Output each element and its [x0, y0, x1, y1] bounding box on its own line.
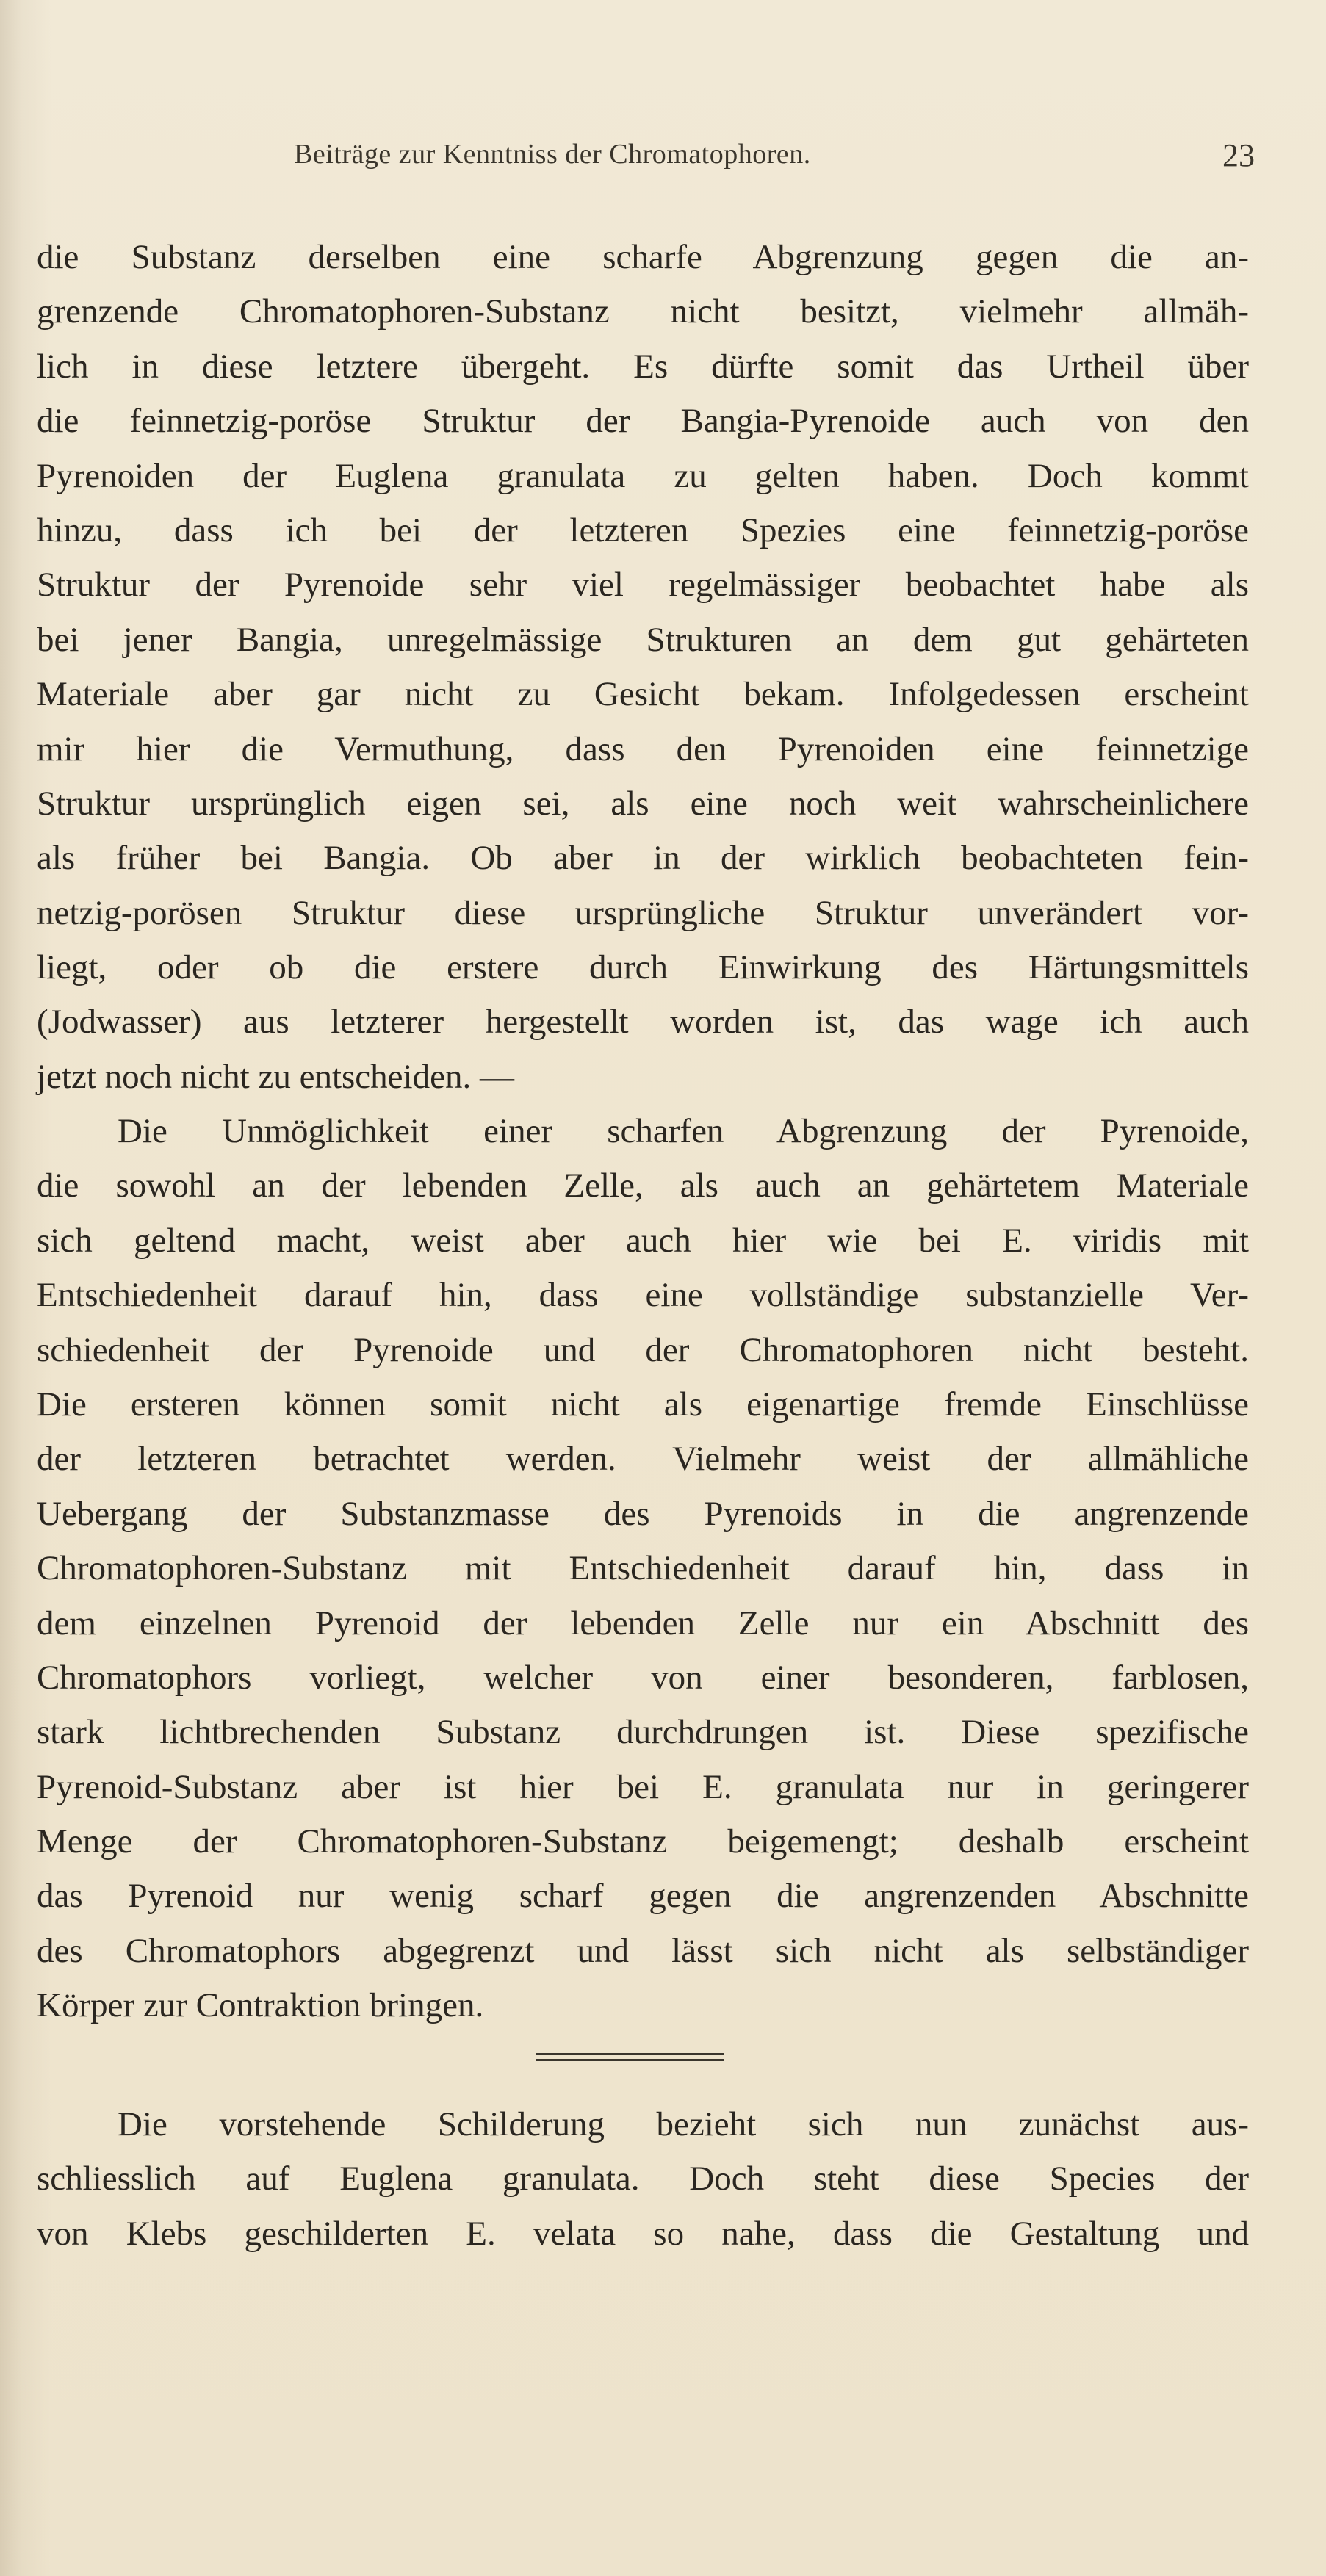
page-header: [37, 137, 1255, 182]
divider-line: [536, 2053, 724, 2055]
text-line: schiedenheit der Pyrenoide und der Chromatophoren nicht besteht.: [37, 1330, 1249, 1369]
running-title: Beiträge zur Kenntniss der Chromatophoren.: [294, 139, 811, 170]
text-line: Struktur der Pyrenoide sehr viel regelmässiger beobachtet habe als: [37, 566, 1249, 605]
paragraph-1: [37, 230, 1249, 1104]
text-line: Pyrenoiden der Euglena granulata zu gelten haben. Doch kommt: [37, 456, 1249, 495]
text-line: grenzende Chromatophoren-Substanz nicht besitzt, vielmehr allmäh-: [37, 292, 1249, 331]
text-line: (Jodwasser) aus letzterer hergestellt worden ist, das wage ich auch: [37, 1003, 1249, 1042]
text-line: Die vorstehende Schilderung bezieht sich nun zunächst aus-: [118, 2105, 1249, 2143]
text-line: Uebergang der Substanzmasse des Pyrenoids in die angrenzende: [37, 1494, 1249, 1533]
text-line: Chromatophors vorliegt, welcher von einer besonderen, farblosen,: [37, 1658, 1249, 1697]
text-line: Pyrenoid-Substanz aber ist hier bei E. granulata nur in geringerer: [37, 1767, 1249, 1806]
text-line: dem einzelnen Pyrenoid der lebenden Zelle nur ein Abschnitt des: [37, 1603, 1249, 1642]
text-line: hinzu, dass ich bei der letzteren Spezies eine feinnetzig-poröse: [37, 510, 1249, 549]
text-line: bei jener Bangia, unregelmässige Strukturen an dem gut gehärteten: [37, 620, 1249, 659]
text-line: netzig-porösen Struktur diese ursprüngliche Struktur unverändert vor-: [37, 893, 1249, 932]
text-line: lich in diese letztere übergeht. Es dürfte somit das Urtheil über: [37, 347, 1249, 386]
text-line: Struktur ursprünglich eigen sei, als eine noch weit wahrscheinlichere: [37, 784, 1249, 823]
text-line: Die ersteren können somit nicht als eigenartige fremde Einschlüsse: [37, 1385, 1249, 1424]
text-line: stark lichtbrechenden Substanz durchdrungen ist. Diese spezifische: [37, 1713, 1249, 1752]
text-line: Materiale aber gar nicht zu Gesicht bekam. Infolgedessen erscheint: [37, 675, 1249, 714]
text-line: schliesslich auf Euglena granulata. Doch steht diese Species der: [37, 2160, 1249, 2198]
text-line: die sowohl an der lebenden Zelle, als auch an gehärtetem Materiale: [37, 1166, 1249, 1205]
text-line: die feinnetzig-poröse Struktur der Bangia-Pyrenoide auch von den: [37, 402, 1249, 441]
text-line: das Pyrenoid nur wenig scharf gegen die angrenzenden Abschnitte: [37, 1877, 1249, 1916]
text-line: sich geltend macht, weist aber auch hier wie bei E. viridis mit: [37, 1221, 1249, 1260]
text-line: jetzt noch nicht zu entscheiden. —: [37, 1057, 514, 1096]
paragraph-3: [37, 2097, 1249, 2261]
text-line: des Chromatophors abgegrenzt und lässt sich nicht als selbständiger: [37, 1931, 1249, 1970]
divider-line: [536, 2059, 724, 2061]
text-line: Menge der Chromatophoren-Substanz beigemengt; deshalb erscheint: [37, 1822, 1249, 1861]
text-line: von Klebs geschilderten E. velata so nahe, dass die Gestaltung und: [37, 2214, 1249, 2253]
text-line: als früher bei Bangia. Ob aber in der wirklich beobachteten fein-: [37, 839, 1249, 878]
text-line: Die Unmöglichkeit einer scharfen Abgrenzung der Pyrenoide,: [118, 1112, 1249, 1150]
text-line: Chromatophoren-Substanz mit Entschiedenheit darauf hin, dass in: [37, 1549, 1249, 1588]
page-number: 23: [1222, 137, 1255, 173]
text-line: Entschiedenheit darauf hin, dass eine vollständige substanzielle Ver-: [37, 1276, 1249, 1315]
text-line: der letzteren betrachtet werden. Vielmehr weist der allmähliche: [37, 1440, 1249, 1479]
text-line: mir hier die Vermuthung, dass den Pyrenoiden eine feinnetzige: [37, 729, 1249, 768]
section-divider: [536, 2053, 724, 2065]
paragraph-2: [37, 1104, 1249, 2033]
text-line: Körper zur Contraktion bringen.: [37, 1986, 484, 2025]
text-line: liegt, oder ob die erstere durch Einwirkung des Härtungsmittels: [37, 948, 1249, 987]
text-line: die Substanz derselben eine scharfe Abgrenzung gegen die an-: [37, 238, 1249, 276]
